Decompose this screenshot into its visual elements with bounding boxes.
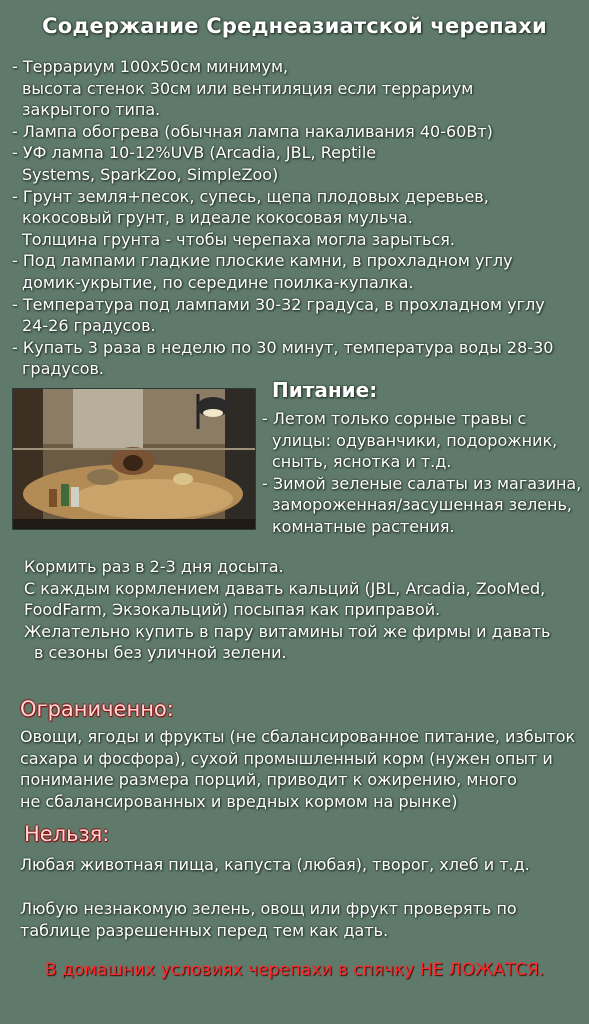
feeding-line: Желательно купить в пару витамины той же фирмы и давать — [24, 621, 551, 641]
nutrition-heading: Питание: — [272, 378, 378, 402]
feeding-line: С каждым кормлением давать кальций (JBL, Arcadia, ZooMed, — [24, 578, 546, 598]
care-line: - УФ лампа 10-12%UVB (Arcadia, JBL, Reptile — [12, 143, 377, 163]
care-line: - Температура под лампами 30-32 градуса, в прохладном углу — [12, 294, 545, 314]
limited-line: Овощи, ягоды и фрукты (не сбалансированное питание, избыток — [20, 727, 576, 746]
care-line: - Лампа обогрева (обычная лампа накаливания 40-60Вт) — [12, 121, 493, 141]
care-line: Толщина грунта - чтобы черепаха могла зарыться. — [22, 229, 455, 249]
page-title: Содержание Среднеазиатской черепахи — [42, 14, 547, 38]
hibernation-warning: В домашних условиях черепахи в спячку НЕ ЛОЖАТСЯ. — [44, 960, 545, 980]
limited-line: сахара и фосфора), сухой промышленный корм (нужен опыт и — [20, 748, 553, 768]
care-line: Systems, SparkZoo, SimpleZoo) — [22, 164, 279, 184]
limited-text — [20, 726, 585, 812]
care-line: градусов. — [22, 359, 104, 379]
limited-line: не сбалансированных и вредных кормом на рынке) — [20, 791, 458, 811]
care-line: высота стенок 30см или вентиляция если террариум — [22, 78, 474, 98]
feeding-line: Кормить раз в 2-3 дня досыта. — [24, 557, 284, 576]
check-line: таблице разрешенных перед тем как дать. — [20, 920, 389, 940]
nutrition-line: замороженная/засушенная зелень, — [272, 495, 573, 515]
nutrition-line: - Летом только сорные травы с — [262, 409, 527, 428]
care-line: - Грунт земля+песок, супесь, щепа плодовых деревьев, — [12, 186, 489, 206]
forbidden-text — [20, 854, 585, 876]
nutrition-list — [262, 408, 587, 538]
care-line: кокосовый грунт, в идеале кокосовая мульча. — [22, 208, 413, 228]
care-line: - Купать 3 раза в неделю по 30 минут, температура воды 28-30 — [12, 337, 554, 357]
care-list — [12, 56, 582, 380]
care-line: 24-26 градусов. — [22, 316, 156, 336]
feeding-text — [24, 556, 584, 664]
nutrition-line: улицы: одуванчики, подорожник, — [272, 430, 558, 450]
terrarium-photo — [12, 388, 256, 530]
feeding-line: в сезоны без уличной зелени. — [34, 643, 287, 663]
feeding-line: FoodFarm, Экзокальций) посыпая как приправой. — [24, 600, 441, 620]
limited-line: понимание размера порций, приводит к ожирению, много — [20, 770, 517, 790]
forbidden-heading: Нельзя: — [24, 822, 110, 846]
terrarium-illustration — [13, 389, 255, 529]
nutrition-line: - Зимой зеленые салаты из магазина, — [262, 473, 582, 493]
check-line: Любую незнакомую зелень, овощ или фрукт проверять по — [20, 899, 517, 918]
nutrition-line: сныть, яснотка и т.д. — [272, 452, 452, 472]
limited-heading: Ограниченно: — [20, 697, 174, 721]
care-line: домик-укрытие, по середине поилка-купалка. — [22, 272, 414, 292]
check-text — [20, 898, 585, 941]
care-line: закрытого типа. — [22, 100, 161, 120]
nutrition-line: комнатные растения. — [272, 516, 455, 536]
forbidden-line: Любая животная пища, капуста (любая), творог, хлеб и т.д. — [20, 855, 530, 874]
care-line: - Под лампами гладкие плоские камни, в прохладном углу — [12, 251, 513, 271]
care-line: - Террариум 100х50см минимум, — [12, 57, 289, 76]
